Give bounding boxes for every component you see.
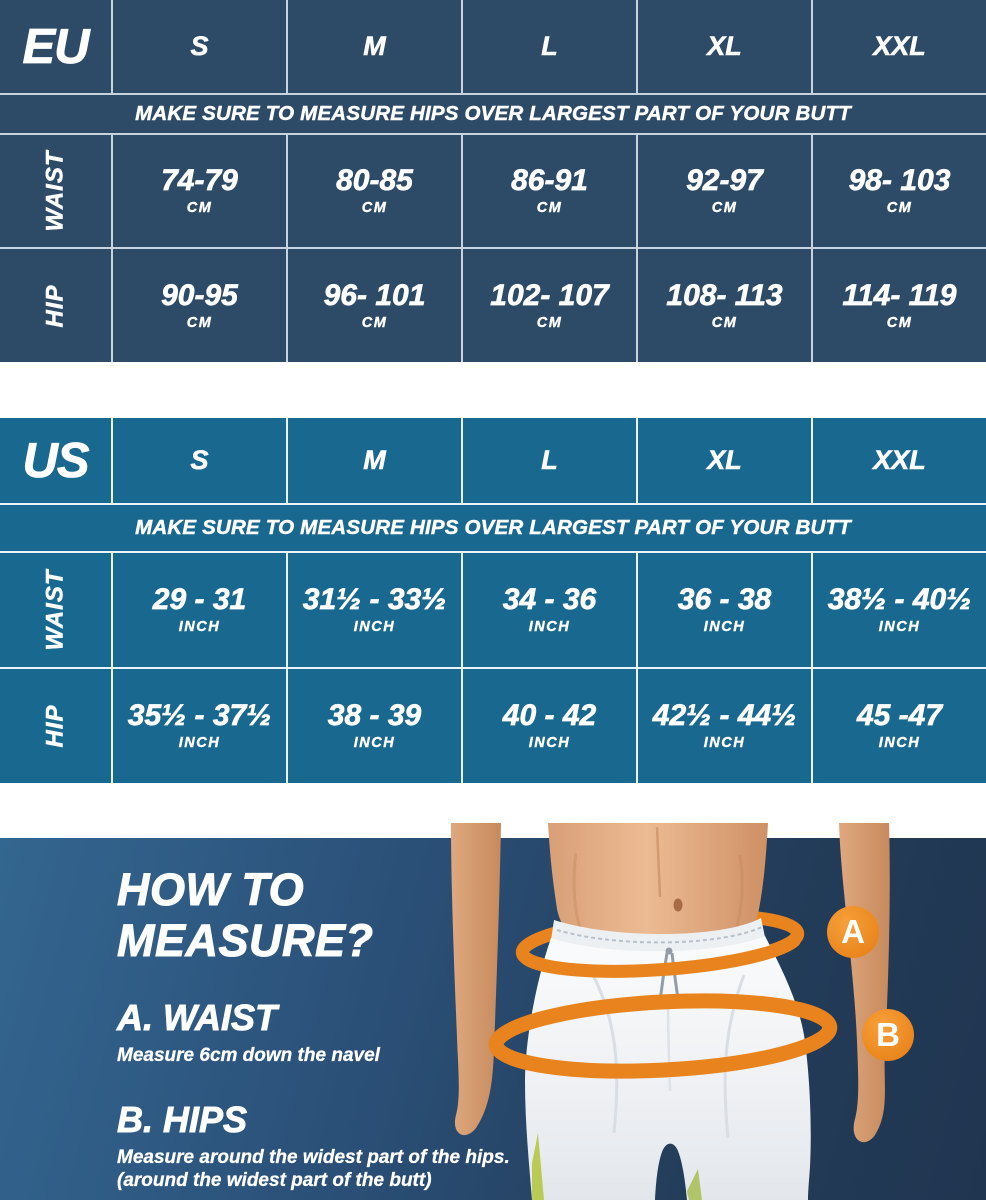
measurement-unit: CM [711,200,738,216]
measurement-unit: INCH [178,735,221,751]
measurement-cell [638,553,811,667]
row-label-waist [0,553,111,667]
hips-instruction-heading: B. HIPS [117,1099,248,1141]
measurement-unit: CM [886,314,913,331]
us-size-table [0,418,986,783]
measurement-unit: CM [361,200,388,216]
measurement-cell [113,135,286,247]
row-label-text: WAIST [41,569,69,651]
measurement-value: 42½ - 44½ [652,699,797,732]
measurement-cell [113,669,286,783]
how-to-title-line1: HOW TO [117,864,305,915]
measurement-cell [288,669,461,783]
measurement-cell [463,669,636,783]
measurement-value: 31½ - 33½ [302,583,447,616]
measurement-unit: CM [886,200,913,216]
size-header: XXL [813,0,986,93]
measurement-cell [813,249,986,362]
measurement-cell [288,135,461,247]
measurement-unit: INCH [878,619,921,635]
waist-instruction-block [117,997,510,1068]
measurement-value: 98- 103 [848,164,951,197]
measurement-unit: CM [536,314,563,331]
measurement-value: 29 - 31 [152,583,247,616]
how-to-measure-panel [0,838,986,1200]
eu-region-label: EU [0,0,111,93]
size-header: XL [638,0,811,93]
row-label-text: HIP [41,283,69,328]
marker-a-letter: A [841,913,865,950]
measurement-unit: CM [186,200,213,216]
measurement-cell [638,249,811,362]
hips-instruction-text2: (around the widest part of the butt) [117,1170,432,1192]
measurement-cell [463,553,636,667]
size-header: S [113,418,286,503]
row-label-text: HIP [41,704,69,748]
measurement-value: 40 - 42 [502,699,597,732]
measurement-unit: INCH [528,735,571,751]
measurement-cell [113,249,286,362]
measurement-unit: CM [711,314,738,331]
us-region-label: US [0,418,111,503]
eu-size-table [0,0,986,362]
measurement-value: 90-95 [161,278,238,312]
hips-instruction-block [117,1099,510,1193]
measurement-value: 45 -47 [856,699,943,732]
marker-a-badge [827,906,879,958]
measurement-unit: INCH [528,619,571,635]
measurement-unit: CM [186,314,213,331]
measurement-value: 38 - 39 [327,699,422,732]
measurement-value: 108- 113 [666,278,783,312]
measurement-value: 35½ - 37½ [127,699,272,732]
measurement-cell [638,669,811,783]
measurement-value: 34 - 36 [502,583,597,616]
measurement-cell [113,553,286,667]
measurement-cell [288,249,461,362]
measurement-cell [638,135,811,247]
table-separator [0,362,986,418]
measurement-cell [813,135,986,247]
measure-hint-banner: MAKE SURE TO MEASURE HIPS OVER LARGEST PART OF YOUR BUTT [0,505,986,551]
size-header: S [113,0,286,93]
size-header: L [463,0,636,93]
measurement-unit: INCH [353,619,396,635]
measurement-cell [463,135,636,247]
marker-b-letter: B [876,1016,900,1053]
measurement-unit: INCH [878,735,921,751]
size-header: M [288,418,461,503]
size-header: M [288,0,461,93]
marker-b-badge [862,1009,914,1061]
measurement-value: 96- 101 [323,278,426,312]
measurement-unit: CM [536,200,563,216]
measurement-unit: INCH [353,735,396,751]
size-header: XXL [813,418,986,503]
measurement-value: 102- 107 [490,278,609,312]
navel [674,899,683,912]
waist-instruction-text: Measure 6cm down the navel [117,1044,380,1066]
measurement-cell [288,553,461,667]
measurement-value: 114- 119 [842,278,957,312]
right-arm [839,823,890,1142]
measurement-value: 80-85 [336,164,413,197]
how-to-instructions [117,864,510,1193]
measurement-cell [813,553,986,667]
waist-instruction-heading: A. WAIST [117,996,277,1038]
hips-instruction-text: Measure around the widest part of the hips. [117,1147,510,1169]
row-label-waist [0,135,111,247]
row-label-hip [0,669,111,783]
size-header: XL [638,418,811,503]
row-label-text: WAIST [41,150,69,232]
row-label-hip [0,249,111,362]
measurement-unit: INCH [178,619,221,635]
how-to-title [117,864,510,967]
measurement-value: 74-79 [161,164,238,197]
measurement-value: 86-91 [511,164,588,197]
measurement-value: 36 - 38 [677,583,772,616]
measurement-unit: INCH [703,619,746,635]
measurement-value: 92-97 [686,164,763,197]
measurement-unit: CM [361,314,388,331]
measurement-cell [813,669,986,783]
size-header: L [463,418,636,503]
measurement-value: 38½ - 40½ [827,583,972,616]
how-to-title-line2: MEASURE? [117,915,374,967]
measurement-cell [463,249,636,362]
measure-hint-banner: MAKE SURE TO MEASURE HIPS OVER LARGEST PART OF YOUR BUTT [0,95,986,133]
measurement-unit: INCH [703,735,746,751]
